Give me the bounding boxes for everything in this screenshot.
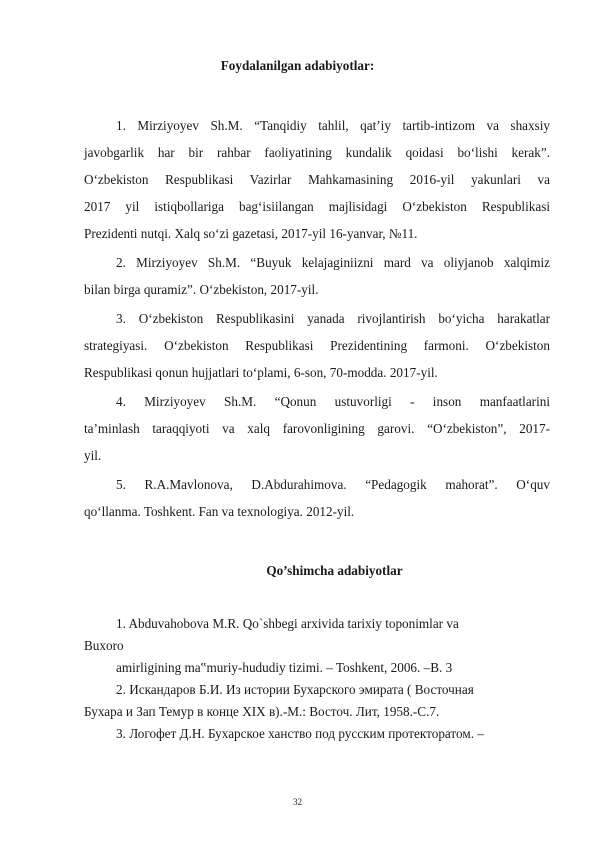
ref3-line1: 3. O‘zbekiston Respublikasini yanada rivojlantirish bo‘yicha harakatlar <box>116 311 550 326</box>
ref4-line1: 4. Mirziyoyev Sh.M. “Qonun ustuvorligi - inson manfaatlarini <box>116 394 550 409</box>
extra2-line2: Бухара и Зап Темур в конце XIX в).-М.: Восточ. Лит, 1958.-С.7. <box>84 704 440 719</box>
ref3-line2: strategiyasi. O‘zbekiston Respublikasi Prezidentining farmoni. O‘zbekiston <box>84 338 550 353</box>
ref1-line4: 2017 yil istiqbollariga bag‘isiilangan majlisidagi O‘zbekiston Respublikasi <box>84 199 550 214</box>
ref4-line3: yil. <box>84 448 102 463</box>
extra1-line3: amirligining ma‟muriy-hududiy tizimi. – Toshkent, 2006. –B. 3 <box>116 660 453 675</box>
extra-references-heading: Qo’shimcha adabiyotlar <box>266 563 403 578</box>
ref2-line1: 2. Mirziyoyev Sh.M. “Buyuk kelajaginiizni mard va oliyjanob xalqimiz <box>116 255 550 270</box>
ref1-line2: javobgarlik har bir rahbar faoliyatining kundalik qoidasi bo‘lishi kerak”. <box>84 145 550 160</box>
ref1-line1: 1. Mirziyoyev Sh.M. “Tanqidiy tahlil, qat’iy tartib-intizom va shaxsiy <box>116 118 550 133</box>
ref5-line2: qo‘llanma. Toshkent. Fan va texnologiya. 2012-yil. <box>84 504 355 519</box>
ref2-line2: bilan birga quramiz”. O‘zbekiston, 2017-yil. <box>84 282 319 297</box>
ref1-line5: Prezidenti nutqi. Xalq so‘zi gazetasi, 2017-yil 16-yanvar, №11. <box>84 226 418 241</box>
page-number: 32 <box>293 797 302 807</box>
ref4-line2: ta’minlash taraqqiyoti va xalq farovonligining garovi. “O‘zbekiston”, 2017- <box>84 421 550 436</box>
ref5-line1: 5. R.A.Mavlonova, D.Abdurahimova. “Pedagogik mahorat”. O‘quv <box>116 477 550 492</box>
extra3-line1: 3. Логофет Д.Н. Бухарское ханство под русским протекторатом. – <box>116 726 484 741</box>
ref3-line3: Respublikasi qonun hujjatlari to‘plami, 6-son, 70-modda. 2017-yil. <box>84 365 438 380</box>
extra2-line1: 2. Искандаров Б.И. Из истории Бухарского эмирата ( Восточная <box>116 682 474 697</box>
references-heading: Foydalanilgan adabiyotlar: <box>220 58 375 73</box>
extra1-line2: Buxoro <box>84 638 124 653</box>
extra1-line1: 1. Abduvahobova M.R. Qo`shbegi arxivida tarixiy toponimlar va <box>116 616 459 631</box>
ref1-line3: O‘zbekiston Respublikasi Vazirlar Mahkamasining 2016-yil yakunlari va <box>84 172 550 187</box>
